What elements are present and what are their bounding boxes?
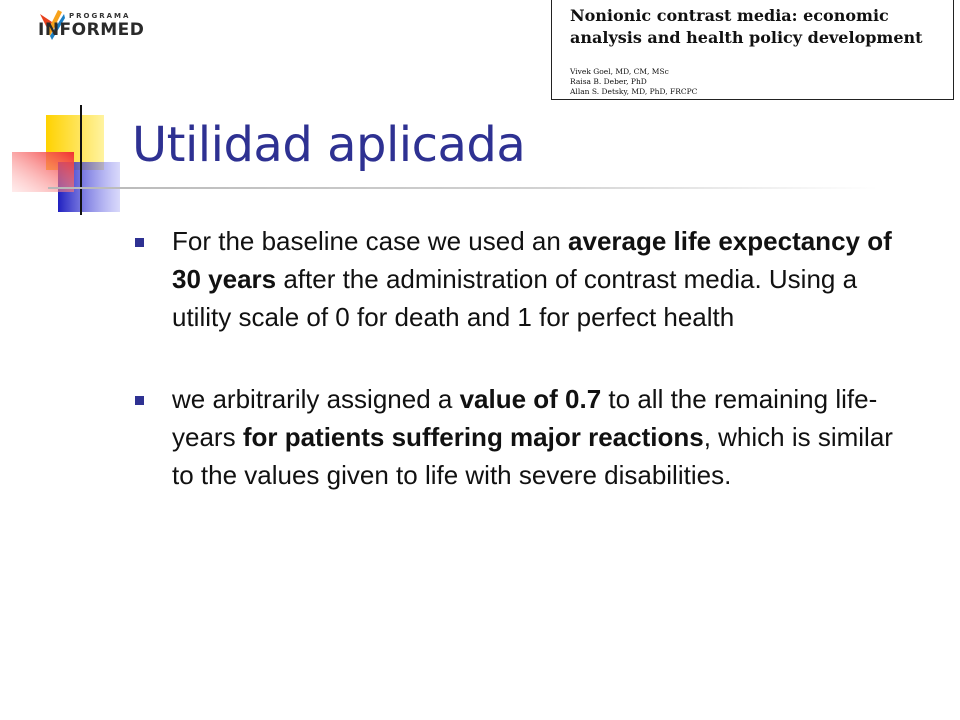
bullet-text-segment: to all the remaining life-years xyxy=(172,384,878,452)
bullet-square-icon xyxy=(135,238,144,247)
bullet-text-bold: for patients suffering major reactions xyxy=(242,422,704,452)
article-author: Allan S. Detsky, MD, PhD, FRCPC xyxy=(570,87,698,96)
bullet-text-bold: average life expectancy of 30 years xyxy=(172,226,892,294)
bullet-text-segment: , which is similar to the values given to life with severe disabilities. xyxy=(172,422,893,490)
slide-title: Utilidad aplicada xyxy=(132,117,526,173)
informed-logo xyxy=(38,8,168,42)
article-title: Nonionic contrast media: economic analysis and health policy development xyxy=(570,6,923,47)
title-divider xyxy=(48,187,878,189)
logo-main-text: INFORMED xyxy=(38,20,145,40)
bullet-list xyxy=(135,222,895,494)
bullet-item xyxy=(135,380,895,494)
bullet-square-icon xyxy=(135,396,144,405)
article-author: Vivek Goel, MD, CM, MSc xyxy=(570,67,669,76)
bullet-text-segment: after the administration of contrast media. Using a utility scale of 0 for death and 1 for perfect health xyxy=(172,264,858,332)
bullet-text-segment: For the baseline case we used an xyxy=(172,226,569,256)
bullet-item xyxy=(135,222,895,336)
article-authors xyxy=(570,67,697,97)
decorative-squares xyxy=(0,100,140,220)
bullet-text-segment: we arbitrarily assigned a xyxy=(172,384,460,414)
article-reference xyxy=(551,0,954,100)
logo-top-text: PROGRAMA xyxy=(69,12,131,20)
bullet-text-bold: value of 0.7 xyxy=(459,384,602,414)
article-author: Raisa B. Deber, PhD xyxy=(570,77,647,86)
